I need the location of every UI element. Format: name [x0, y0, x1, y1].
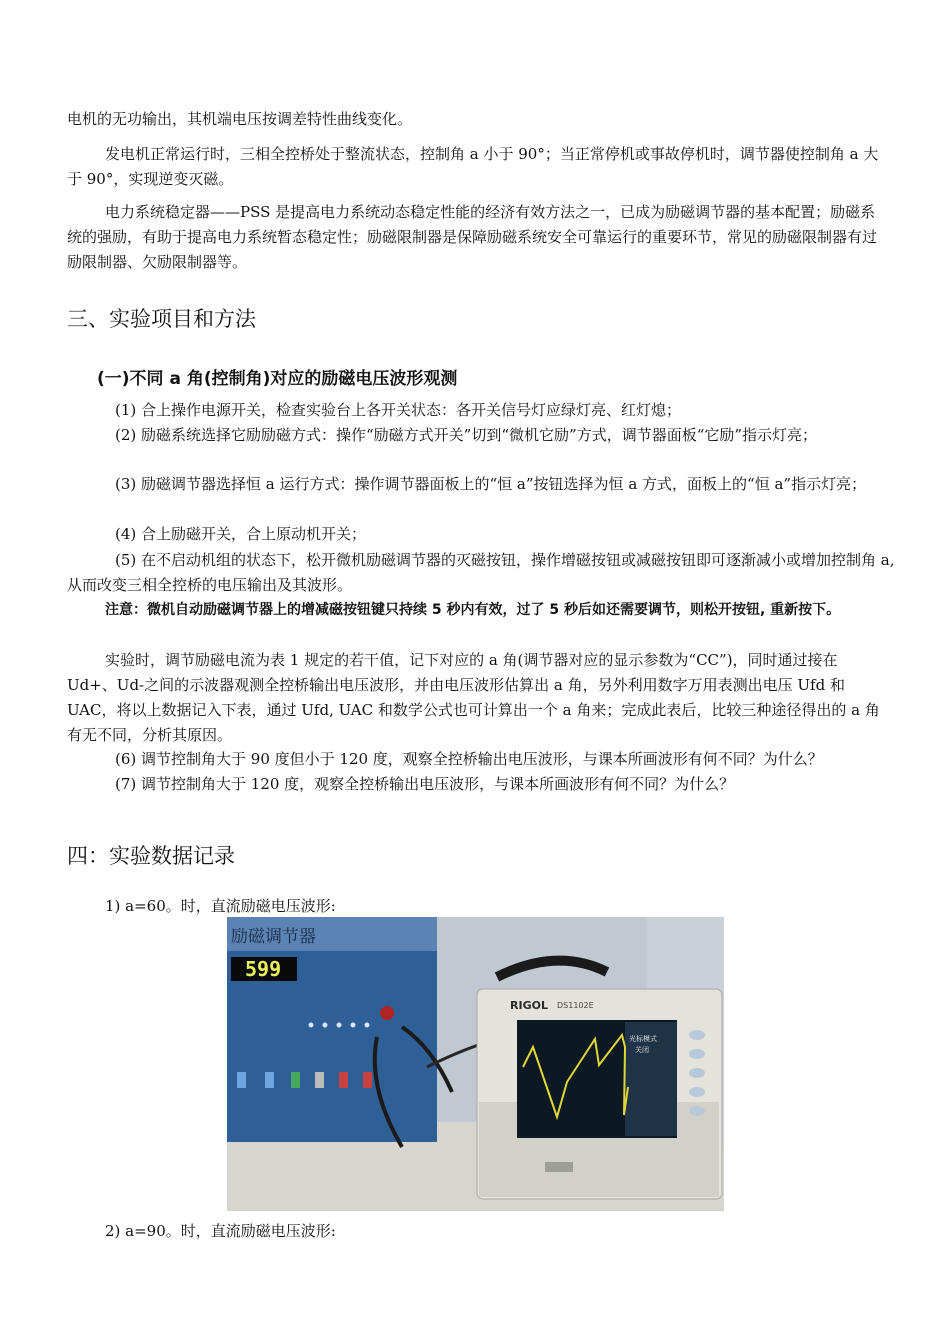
experiment-paragraph: 实验时，调节励磁电流为表 1 规定的若干值，记下对应的 a 角(调节器对应的显示参数为“CC”)，同时通过接在 Ud+、Ud-之间的示波器观测全控桥输出电压波形，并由电压波形估算出 a 角，另外利用数字万用表测出电压 Ufd 和 UAC，将以上数据记入下表，通过 Ufd, UAC 和数学公式也可计算出一个 a 角来；完成此表后，比较三种途径得出的 a 角有无不同，分析其原因。: [67, 651, 880, 744]
regulator-panel-title: 励磁调节器: [231, 927, 316, 947]
caption-2: 2) a=90。时，直流励磁电压波形:: [105, 1222, 336, 1240]
panel-button: [291, 1072, 300, 1088]
step-7: (7) 调节控制角大于 120 度，观察全控桥输出电压波形，与课本所画波形有何不同？为什么？: [115, 775, 735, 793]
panel-button: [363, 1072, 372, 1088]
photo-drawing: [227, 917, 724, 1211]
scope-model: DS1102E: [557, 1001, 594, 1010]
subsection-1-title: (一)不同 a 角(控制角)对应的励磁电压波形观测: [97, 369, 458, 389]
panel-button: [339, 1072, 348, 1088]
step-3: (3) 励磁调节器选择恒 a 运行方式：操作调节器面板上的“恒 a”按钮选择为恒 a 方式，面板上的“恒 a”指示灯亮；: [115, 475, 867, 493]
step-2: (2) 励磁系统选择它励励磁方式：操作“励磁方式开关”切到“微机它励”方式，调节器面板“它励”指示灯亮；: [115, 426, 818, 444]
step-1: (1) 合上操作电源开关，检查实验台上各开关状态：各开关信号灯应绿灯亮、红灯熄；: [115, 401, 682, 419]
scope-usb-port: [545, 1162, 573, 1172]
panel-button: [315, 1072, 324, 1088]
scope-menu-item-1: 光标模式: [629, 1035, 657, 1043]
regulator-display-value: 599: [245, 957, 282, 981]
panel-button: [237, 1072, 246, 1088]
panel-button: [265, 1072, 274, 1088]
oscilloscope-photo: [227, 917, 724, 1211]
section-4-title: 四：实验数据记录: [67, 844, 235, 868]
step-4: (4) 合上励磁开关，合上原动机开关；: [115, 525, 367, 543]
caption-1: 1) a=60。时，直流励磁电压波形:: [105, 897, 336, 915]
step-5: (5) 在不启动机组的状态下，松开微机励磁调节器的灭磁按钮，操作增磁按钮或减磁按钮即可逐渐减小或增加控制角 a, 从而改变三相全控桥的电压输出及其波形。: [67, 551, 895, 594]
section-3-title: 三、实验项目和方法: [67, 307, 256, 331]
probe-clip: [380, 1006, 394, 1020]
intro-paragraph-2: 电力系统稳定器——PSS 是提高电力系统动态稳定性能的经济有效方法之一，已成为励磁调节器的基本配置；励磁系统的强励，有助于提高电力系统暂态稳定性；励磁限制器是保障励磁系统安全可靠运行的重要环节，常见的励磁限制器有过励限制器、欠励限制器等。: [67, 203, 878, 271]
scope-brand: RIGOL: [510, 999, 548, 1012]
intro-line: 电机的无功输出，其机端电压按调差特性曲线变化。: [67, 110, 413, 128]
intro-paragraph-1: 发电机正常运行时，三相全控桥处于整流状态，控制角 a 小于 90°；当正常停机或事故停机时，调节器使控制角 a 大于 90°，实现逆变灭磁。: [67, 145, 879, 188]
scope-menu-item-2: 关闭: [635, 1046, 649, 1054]
note-paragraph: 注意：微机自动励磁调节器上的增减磁按钮键只持续 5 秒内有效，过了 5 秒后如还需要调节，则松开按钮, 重新按下。: [105, 602, 841, 618]
step-6: (6) 调节控制角大于 90 度但小于 120 度，观察全控桥输出电压波形，与课本所画波形有何不同？为什么？: [115, 750, 823, 768]
